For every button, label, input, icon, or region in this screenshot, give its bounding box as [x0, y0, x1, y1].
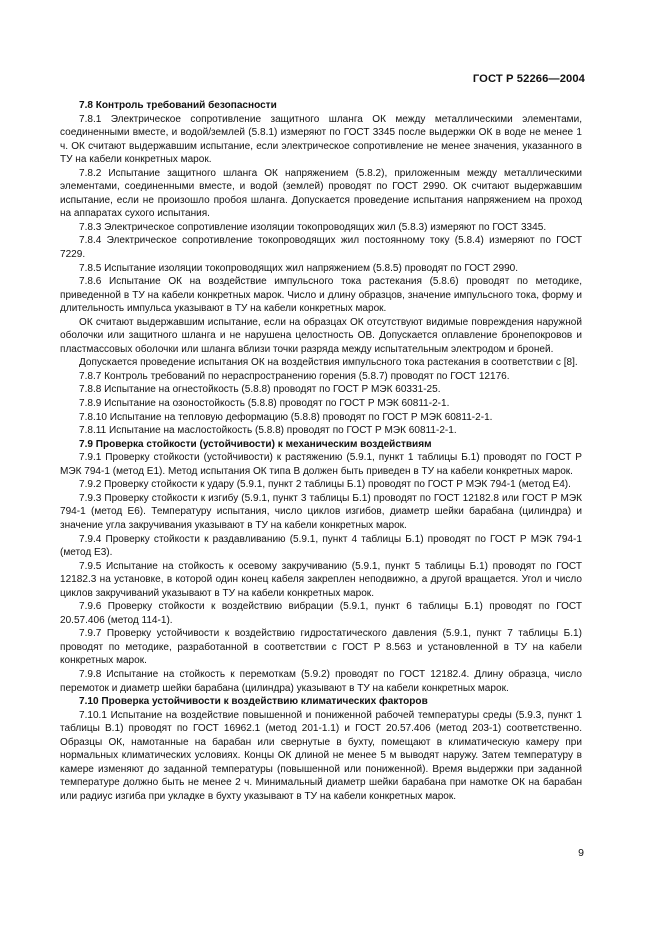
paragraph: 7.8.4 Электрическое сопротивление токопроводящих жил постоянному току (5.8.4) измеряют по ГОСТ 7229. — [60, 235, 582, 261]
paragraph: 7.9.1 Проверку стойкости (устойчивости) к растяжению (5.9.1, пункт 1 таблицы Б.1) проводят по ГОСТ Р МЭК 794-1 (метод Е1). Метод испытания ОК типа В должен быть приведен в ТУ на кабели конкретных марок. — [60, 452, 582, 477]
paragraph: 7.10.1 Испытание на воздействие повышенной и пониженной рабочей температуры среды (5.9.3, пункт 1 таблицы В.1) проводят по ГОСТ 16962.1 (метод 201-1.1) и ГОСТ 20.57.406 (метод 203-1) соответственно. Образцы ОК, намотанные на барабан или свернутые в бухту, помещают в климатическую камеру при нормальных климатических условиях. Концы ОК длиной не менее 5 м выводят наружу. Затем температуру в камере изменяют до заданной температуры (повышенной или пониженной). Время выдержки при заданной температуре должно быть не менее 2 ч. Минимальный диаметр шейки барабана при намотке ОК на барабан или радиус изгиба при укладке в бухту указывают в ТУ на кабели конкретных марок. — [60, 709, 582, 802]
paragraph: 7.9.2 Проверку стойкости к удару (5.9.1, пункт 2 таблицы Б.1) проводят по ГОСТ Р МЭК 794-1 (метод Е4). — [79, 479, 571, 491]
paragraph: 7.9.7 Проверку устойчивости к воздействию гидростатического давления (5.9.1, пункт 7 таблицы Б.1) проводят по методике, разработанной в соответствии с ГОСТ Р 8.563 и установленной в ТУ на кабели конкретных марок. — [60, 628, 582, 667]
paragraph: 7.8.2 Испытание защитного шланга ОК напряжением (5.8.2), приложенным между металлическими элементами, соединенными вместе, и водой (землей) проводят по ГОСТ 2990. ОК считают выдержавшим испытание, если не произошло пробоя шланга. Допускается проведение испытания напряжением на проход на аппаратах сухого испытания. — [60, 167, 582, 220]
page-number: 9 — [578, 847, 584, 859]
section-heading: 7.9 Проверка стойкости (устойчивости) к механическим воздействиям — [79, 438, 432, 450]
paragraph: 7.8.5 Испытание изоляции токопроводящих жил напряжением (5.8.5) проводят по ГОСТ 2990. — [79, 262, 519, 274]
document-header: ГОСТ Р 52266—2004 — [472, 73, 585, 85]
paragraph: 7.9.5 Испытание на стойкость к осевому закручиванию (5.9.1, пункт 5 таблицы Б.1) проводят по ГОСТ 12182.3 на установке, в которой один конец кабеля закреплен неподвижно, а другой вращается. Угол и число циклов закручиваний указывают в ТУ на кабели конкретных марок. — [60, 560, 582, 599]
paragraph: 7.8.1 Электрическое сопротивление защитного шланга ОК между металлическими элементами, соединенными вместе, и водой/землей (5.8.1) измеряют по ГОСТ 3345 после выдержки ОК в воде не менее 1 ч. ОК считают выдержавшим испытание, если электрическое сопротивление не менее значения, указанного в ТУ на кабели конкретных марок. — [60, 113, 582, 166]
paragraph: ОК считают выдержавшим испытание, если на образцах ОК отсутствуют видимые повреждения наружной оболочки или защитного шланга и не нарушена целостность ОВ. Допускается оплавление бронепокровов и пластмассовых оболочки или шланга вблизи точки разряда между испытательным электродом и броней. — [60, 316, 582, 355]
paragraph: 7.9.8 Испытание на стойкость к перемоткам (5.9.2) проводят по ГОСТ 12182.4. Длину образца, число перемоток и диаметр шейки барабана (цилиндра) указывают в ТУ на кабели конкретных марок. — [60, 668, 582, 694]
paragraph: 7.8.3 Электрическое сопротивление изоляции токопроводящих жил (5.8.3) измеряют по ГОСТ 3345. — [79, 221, 547, 233]
paragraph: 7.8.7 Контроль требований по нераспространению горения (5.8.7) проводят по ГОСТ 12176. — [79, 370, 510, 382]
paragraph: 7.8.11 Испытание на маслостойкость (5.8.8) проводят по ГОСТ Р МЭК 60811-2-1. — [79, 425, 457, 437]
document-body — [60, 99, 582, 803]
paragraph: 7.8.6 Испытание ОК на воздействие импульсного тока растекания (5.8.6) проводят по методике, приведенной в ТУ на кабели конкретных марок. Число и длину образцов, значение импульсного тока, форму и длительность импульса указывают в ТУ на кабели конкретных марок. — [60, 276, 582, 315]
paragraph: 7.8.9 Испытание на озоностойкость (5.8.8) проводят по ГОСТ Р МЭК 60811-2-1. — [79, 398, 450, 410]
paragraph: 7.8.8 Испытание на огнестойкость (5.8.8) проводят по ГОСТ Р МЭК 60331-25. — [79, 384, 441, 396]
section-heading: 7.8 Контроль требований безопасности — [79, 100, 277, 111]
paragraph: 7.9.4 Проверку стойкости к раздавливанию (5.9.1, пункт 4 таблицы Б.1) проводят по ГОСТ Р МЭК 794-1 (метод Е3). — [60, 533, 582, 559]
paragraph: 7.9.3 Проверку стойкости к изгибу (5.9.1, пункт 3 таблицы Б.1) проводят по ГОСТ 12182.8 или ГОСТ Р МЭК 794-1 (метод Е6). Температуру испытания, число циклов изгибов, диаметр шейки барабана (цилиндра) и значение угла закручивания указывают в ТУ на кабели конкретных марок. — [60, 492, 582, 531]
paragraph: 7.8.10 Испытание на тепловую деформацию (5.8.8) проводят по ГОСТ Р МЭК 60811-2-1. — [79, 411, 493, 423]
section-heading: 7.10 Проверка устойчивости к воздействию климатических факторов — [79, 696, 428, 708]
paragraph: 7.9.6 Проверку стойкости к воздействию вибрации (5.9.1, пункт 6 таблицы Б.1) проводят по ГОСТ 20.57.406 (метод 114-1). — [60, 601, 582, 626]
paragraph: Допускается проведение испытания ОК на воздействия импульсного тока растекания в соответствии с [8]. — [79, 357, 578, 369]
